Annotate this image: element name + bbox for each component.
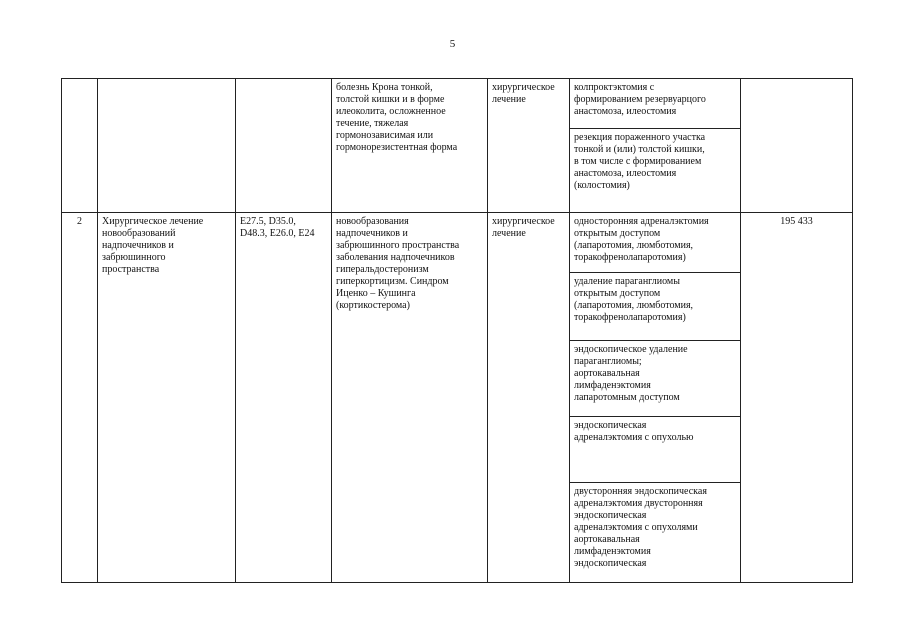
treatment-type: хирургическое лечение: [492, 216, 555, 239]
treatment-cell: [488, 213, 570, 583]
patient-model: болезнь Крона тонкой, толстой кишки и в форме илеоколита, осложненное течение, тяжелая гормонозависимая или гормонорезистентная форма: [336, 82, 458, 153]
table-row: [62, 79, 853, 129]
patient-model: новообразования надпочечников и забрюшинного пространства заболевания надпочечников гиперальдостеронизм гиперкортицизм. Синдром Иценко – Кушинга (кортикостерома): [336, 216, 460, 311]
treatment-cell: [488, 79, 570, 213]
services-table: [61, 78, 853, 583]
table-row: [62, 213, 853, 273]
row-number: 2: [77, 216, 82, 227]
method-cell: [570, 79, 741, 129]
method-cell: [570, 213, 741, 273]
method-cell: [570, 129, 741, 213]
row-number-cell: [62, 213, 98, 583]
method-cell: [570, 341, 741, 417]
name-cell: [98, 79, 236, 213]
page-number: 5: [449, 38, 456, 50]
treatment-method: односторонняя адреналэктомия открытым доступом (лапаротомия, люмботомия, торакофренолапаротомия): [574, 216, 709, 263]
method-cell: [570, 417, 741, 483]
treatment-method: колпроктэктомия с формированием резервуарцого анастомоза, илеостомия: [574, 82, 706, 117]
cost-value: 195 433: [780, 216, 813, 227]
treatment-method: эндоскопическое удаление параганглиомы; аортокавальная лимфаденэктомия лапаротомным доступом: [574, 344, 688, 403]
cost-cell: [741, 213, 853, 583]
name-cell: [98, 213, 236, 583]
treatment-method: двусторонняя эндоскопическая адреналэктомия двусторонняя эндоскопическая адреналэктомия с опухолями аортокавальная лимфаденэктомия эндоскопическая: [574, 486, 707, 569]
treatment-method: эндоскопическая адреналэктомия с опухолью: [574, 420, 694, 443]
model-cell: [332, 79, 488, 213]
treatment-method: удаление параганглиомы открытым доступом (лапаротомия, люмботомия, торакофренолапаротомия): [574, 276, 694, 323]
codes-cell: [236, 213, 332, 583]
icd-codes: E27.5, D35.0, D48.3, E26.0, E24: [240, 216, 315, 239]
model-cell: [332, 213, 488, 583]
service-name: Хирургическое лечение новообразований надпочечников и забрюшинного пространства: [102, 216, 204, 275]
method-cell: [570, 483, 741, 583]
cost-cell: [741, 79, 853, 213]
method-cell: [570, 273, 741, 341]
treatment-method: резекция пораженного участка тонкой и (или) толстой кишки, в том числе с формированием анастомоза, илеостомия (колостомия): [574, 132, 706, 191]
row-number-cell: [62, 79, 98, 213]
codes-cell: [236, 79, 332, 213]
treatment-type: хирургическое лечение: [492, 82, 555, 105]
